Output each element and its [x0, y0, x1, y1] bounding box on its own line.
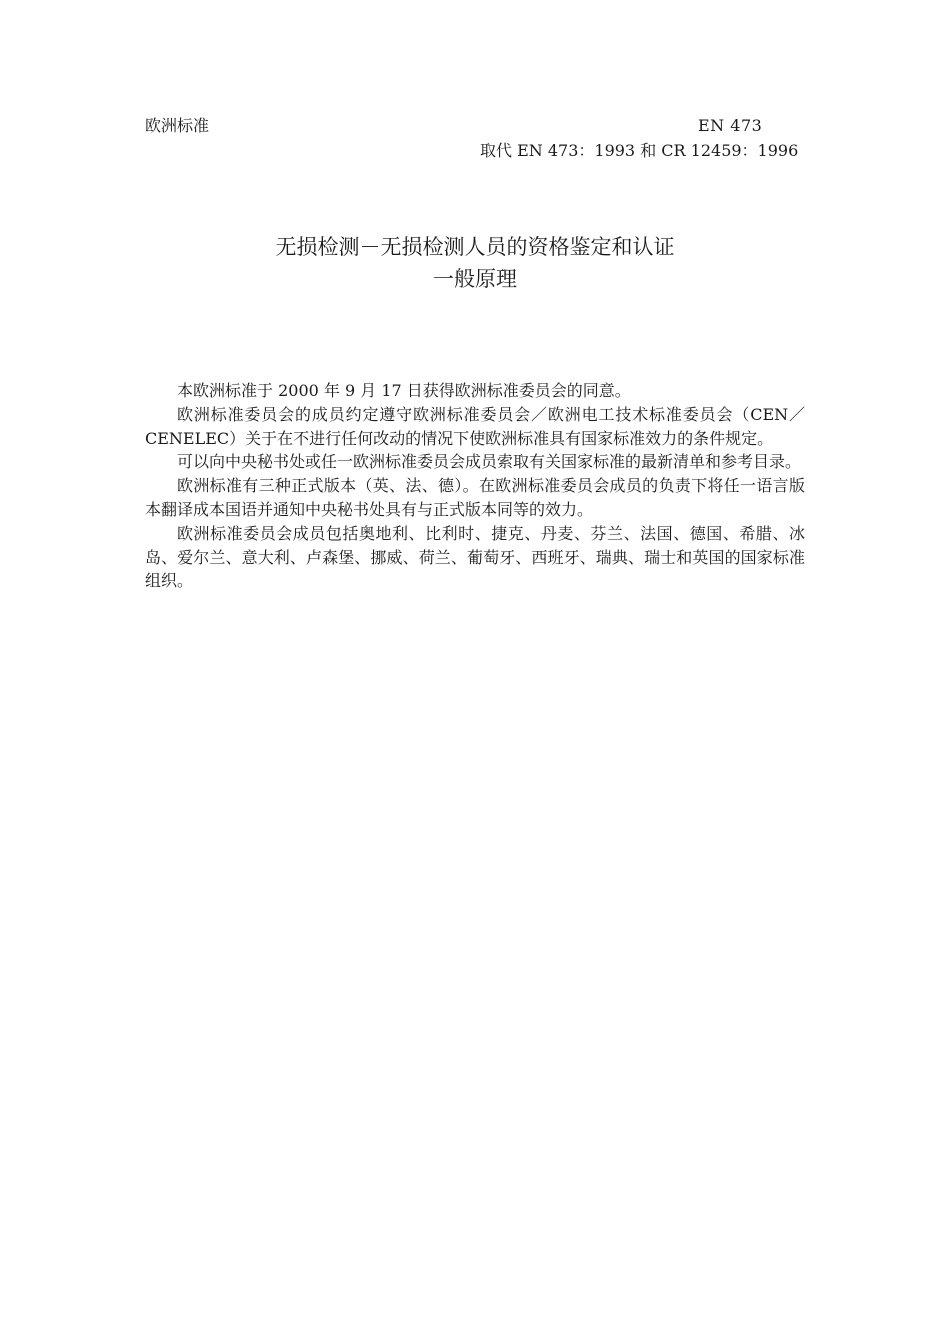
supersedes-note: 取代 EN 473：1993 和 CR 12459：1996 — [480, 141, 799, 160]
paragraph-approval: 本欧洲标准于 2000 年 9 月 17 日获得欧洲标准委员会的同意。 — [177, 381, 631, 400]
body-text — [145, 379, 805, 593]
paragraph-member-obligations: 欧洲标准委员会的成员约定遵守欧洲标准委员会／欧洲电工技术标准委员会（CEN／CENELEC）关于在不进行任何改动的情况下使欧洲标准具有国家标准效力的条件规定。 — [145, 404, 805, 448]
document-title — [0, 231, 950, 295]
paragraph-reference-lists: 可以向中央秘书处或任一欧洲标准委员会成员索取有关国家标准的最新清单和参考目录。 — [177, 452, 802, 472]
title-line-main: 无损检测－无损检测人员的资格鉴定和认证 — [275, 235, 675, 259]
standard-number: EN 473 — [698, 116, 763, 135]
title-line-sub: 一般原理 — [433, 267, 517, 291]
paragraph-official-versions: 欧洲标准有三种正式版本（英、法、德）。在欧洲标准委员会成员的负责下将任一语言版本翻译成本国语并通知中央秘书处具有与正式版本同等的效力。 — [145, 476, 805, 519]
publisher-label: 欧洲标准 — [145, 116, 210, 135]
paragraph-member-list: 欧洲标准委员会成员包括奥地利、比利时、捷克、丹麦、芬兰、法国、德国、希腊、冰岛、爱尔兰、意大利、卢森堡、挪威、荷兰、葡萄牙、西班牙、瑞典、瑞士和英国的国家标准组织。 — [145, 523, 805, 591]
